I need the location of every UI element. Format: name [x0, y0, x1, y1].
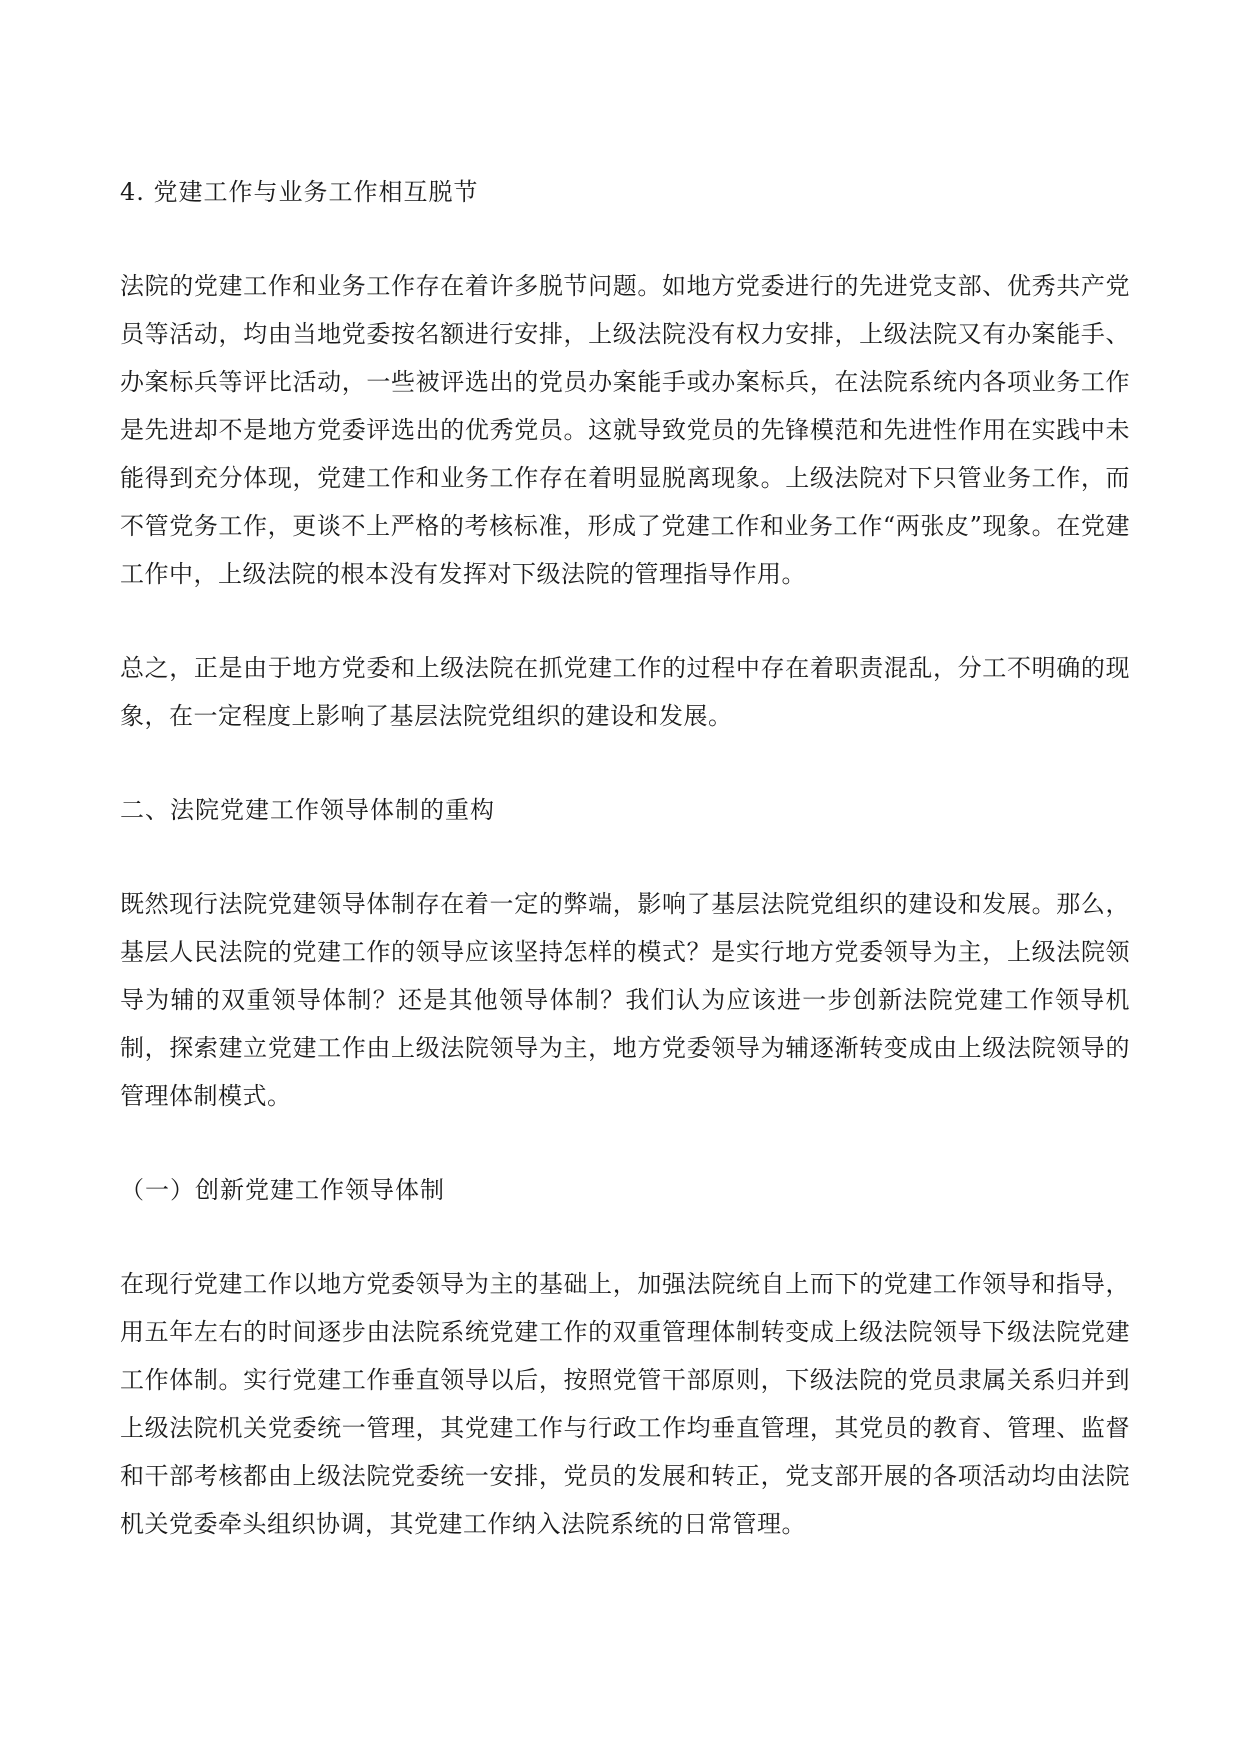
- document-body: [120, 168, 1130, 1548]
- subsection-heading-innovate-leadership: （一）创新党建工作领导体制: [120, 1176, 445, 1204]
- paragraph-disconnect-problems: 法院的党建工作和业务工作存在着许多脱节问题。如地方党委进行的先进党支部、优秀共产党员等活动，均由当地党委按名额进行安排，上级法院没有权力安排，上级法院又有办案能手、办案标兵等评比活动，一些被评选出的党员办案能手或办案标兵，在法院系统内各项业务工作是先进却不是地方党委评选出的优秀党员。这就导致党员的先锋模范和先进性作用在实践中未能得到充分体现，党建工作和业务工作存在着明显脱离现象。上级法院对下只管业务工作，而不管党务工作，更谈不上严格的考核标准，形成了党建工作和业务工作“两张皮”现象。在党建工作中，上级法院的根本没有发挥对下级法院的管理指导作用。: [120, 272, 1130, 588]
- paragraph-vertical-leadership: 在现行党建工作以地方党委领导为主的基础上，加强法院统自上而下的党建工作领导和指导，用五年左右的时间逐步由法院系统党建工作的双重管理体制转变成上级法院领导下级法院党建工作体制。实行党建工作垂直领导以后，按照党管干部原则，下级法院的党员隶属关系归并到上级法院机关党委统一管理，其党建工作与行政工作均垂直管理，其党员的教育、管理、监督和干部考核都由上级法院党委统一安排，党员的发展和转正，党支部开展的各项活动均由法院机关党委牵头组织协调，其党建工作纳入法院系统的日常管理。: [120, 1270, 1130, 1538]
- section-heading-party-business-disconnect: 4. 党建工作与业务工作相互脱节: [120, 178, 479, 206]
- paragraph-leadership-model: 既然现行法院党建领导体制存在着一定的弊端，影响了基层法院党组织的建设和发展。那么，基层人民法院的党建工作的领导应该坚持怎样的模式？是实行地方党委领导为主，上级法院领导为辅的双重领导体制？还是其他领导体制？我们认为应该进一步创新法院党建工作领导机制，探索建立党建工作由上级法院领导为主，地方党委领导为辅逐渐转变成由上级法院领导的管理体制模式。: [120, 890, 1130, 1110]
- paragraph-summary: 总之，正是由于地方党委和上级法院在抓党建工作的过程中存在着职责混乱，分工不明确的现象，在一定程度上影响了基层法院党组织的建设和发展。: [120, 654, 1130, 730]
- section-heading-leadership-reconstruction: 二、法院党建工作领导体制的重构: [120, 796, 495, 824]
